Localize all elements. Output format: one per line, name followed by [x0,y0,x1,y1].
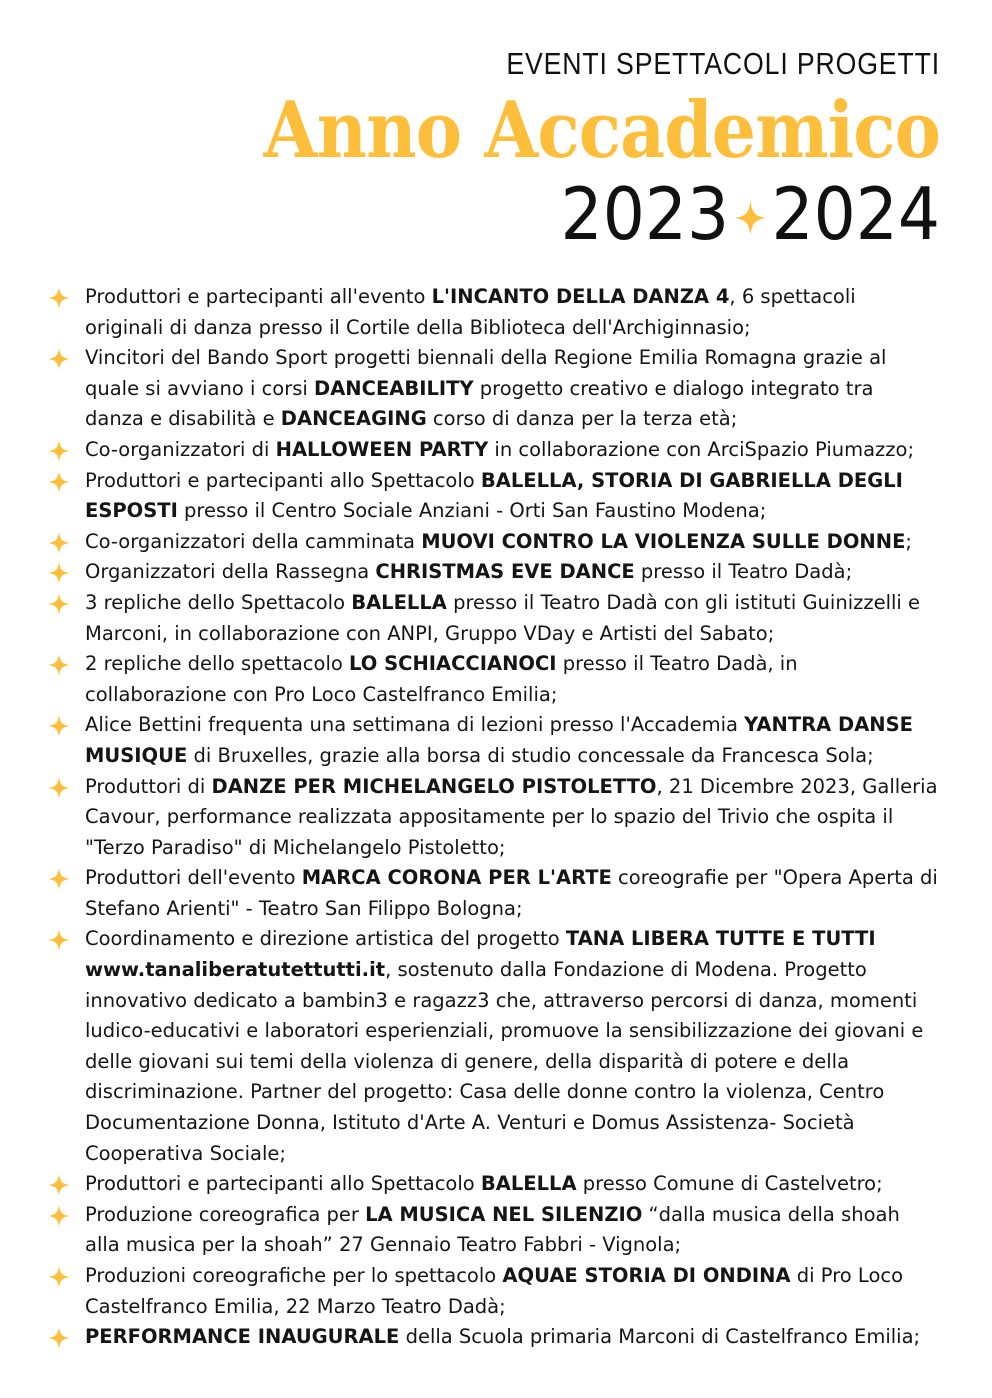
body-text: in collaborazione con ArciSpazio Piumazzo; [488,437,915,461]
list-item [48,1169,938,1200]
list-item [48,557,938,588]
body-text: , 6 spettacoli originali di danza presso il Cortile della Biblioteca dell'Archiginnasio; [85,285,856,339]
four-point-star-icon [48,777,70,799]
four-point-star-icon [48,562,70,584]
four-point-star-icon [48,654,70,676]
highlight-text: DANCEABILITY [314,376,474,400]
four-point-star-icon [735,201,766,235]
list-item-text [85,1203,900,1257]
four-point-star-icon [48,471,70,493]
body-text: , sostenuto dalla Fondazione di Modena. Progetto innovativo dedicato a bambin3 e ragazz3 che, attraverso percorsi di danza, momenti ludico-educativi e laboratori esperienziali, promuove la sensibilizzazione dei giovani e delle giovani sui temi della violenza di genere, della disparità di potere e della discriminazione. Partner del progetto: Casa delle donne contro la violenza, Centro Documentazione Donna, Istituto d'Arte A. Venturi e Domus Assistenza- Società Cooperativa Sociale; [85,958,924,1165]
list-item-text [85,285,856,339]
four-point-star-icon [48,532,70,554]
four-point-star-icon [48,868,70,890]
body-text: presso Comune di Castelvetro; [576,1172,883,1196]
highlight-text: DANCEAGING [280,407,427,431]
year-start: 2023 [560,172,730,256]
list-item-text [85,591,920,645]
list-item [48,435,938,466]
body-text: Produzioni coreografiche per lo spettacolo [85,1264,503,1287]
body-text: corso di danza per la terza età; [426,407,738,431]
page-header [180,44,940,254]
highlight-text: BALELLA, STORIA DI GABRIELLA DEGLI ESPOSTI [85,468,903,523]
list-item [48,710,938,771]
body-text: progetto creativo e dialogo integrato tra danza e disabilità e [85,376,874,431]
list-item-text [85,1325,920,1348]
body-text: Coordinamento e direzione artistica del progetto [85,927,566,951]
body-text: Produttori e partecipanti allo Spettacolo [85,1172,481,1196]
events-list [48,282,938,1353]
highlight-text: BALELLA [351,590,447,614]
highlight-text: MUOVI CONTRO LA VIOLENZA SULLE DONNE [421,529,906,553]
list-item [48,772,938,864]
four-point-star-icon [48,287,70,309]
highlight-text: TANA LIBERA TUTTE E TUTTI www.tanaliberatutettutti.it [85,927,876,982]
body-text: , 21 Dicembre 2023, Galleria Cavour, performance realizzata appositamente per lo spazio del Trivio che ospita il "Terzo Paradiso" di Michelangelo Pistoletto; [85,774,938,859]
list-item [48,924,938,1169]
body-text: presso il Teatro Dadà; [634,560,853,584]
four-point-star-icon [48,715,70,737]
list-item [48,863,938,924]
body-text: Organizzatori della Rassegna [85,560,376,584]
highlight-text: MARCA CORONA PER L'ARTE [301,866,612,890]
list-item-text [85,560,852,583]
body-text: Co-organizzatori di [85,437,276,461]
highlight-text: AQUAE STORIA DI ONDINA [502,1264,791,1287]
body-text: Vincitori del Bando Sport progetti biennali della Regione Emilia Romagna grazie al quale si avviano i corsi [85,346,887,400]
body-text: 3 repliche dello Spettacolo [85,590,352,614]
four-point-star-icon [48,440,70,462]
body-text: Produttori di [85,774,212,798]
list-item-text [85,775,938,859]
year-end: 2024 [771,172,940,256]
highlight-text: LA MUSICA NEL SILENZIO [365,1202,643,1226]
highlight-text: PERFORMANCE INAUGURALE [85,1325,400,1349]
body-text: Produttori e partecipanti allo Spettacolo [85,468,481,492]
four-point-star-icon [48,1266,70,1288]
highlight-text: BALELLA [480,1172,577,1196]
highlight-text: DANZE PER MICHELANGELO PISTOLETTO [211,774,657,798]
list-item-text [85,652,798,706]
body-text: Co-organizzatori della camminata [85,529,422,553]
body-text: presso il Teatro Dadà, in collaborazione con Pro Loco Castelfranco Emilia; [85,652,798,706]
list-item-text [85,1264,903,1318]
body-text: presso il Centro Sociale Anziani - Orti San Faustino Modena; [177,499,767,523]
list-item-text [85,530,912,553]
academic-years [241,174,940,254]
list-item-text [85,438,914,461]
body-text: di Pro Loco Castelfranco Emilia, 22 Marzo Teatro Dadà; [85,1264,904,1318]
list-item [48,282,938,343]
list-item [48,527,938,558]
body-text: della Scuola primaria Marconi di Castelfranco Emilia; [399,1325,921,1349]
body-text: 2 repliche dello spettacolo [85,652,349,676]
body-text: Produttori dell'evento [85,866,302,890]
body-text: presso il Teatro Dadà con gli istituti Guinizzelli e Marconi, in collaborazione con ANPI, Gruppo VDay e Artisti del Sabato; [85,590,921,645]
body-text: ; [905,529,912,553]
list-item [48,343,938,435]
body-text: “dalla musica della shoah alla musica per la shoah” 27 Gennaio Teatro Fabbri - Vignola; [85,1202,900,1257]
list-item-text [85,1172,883,1195]
body-text: Produzione coreografica per [85,1202,366,1226]
highlight-text: L'INCANTO DELLA DANZA 4 [431,285,730,308]
body-text: Produttori e partecipanti all'evento [85,285,432,308]
list-item-text [85,469,903,523]
four-point-star-icon [48,1174,70,1196]
list-item-text [85,866,938,920]
list-item-text [85,713,913,767]
header-kicker: EVENTI SPETTACOLI PROGETTI [506,46,940,81]
list-item [48,649,938,710]
list-item [48,1322,938,1353]
list-item [48,588,938,649]
list-item-text [85,346,886,430]
list-item [48,1261,938,1322]
list-item [48,1200,938,1261]
four-point-star-icon [48,1327,70,1349]
four-point-star-icon [48,348,70,370]
page-title: Anno Accademico [263,85,940,176]
highlight-text: CHRISTMAS EVE DANCE [375,560,635,584]
four-point-star-icon [48,929,70,951]
four-point-star-icon [48,593,70,615]
body-text: di Bruxelles, grazie alla borsa di studio concessale da Francesca Sola; [187,743,874,767]
four-point-star-icon [48,1205,70,1227]
body-text: coreografie per "Opera Aperta di Stefano Arienti" - Teatro San Filippo Bologna; [85,866,938,920]
body-text: Alice Bettini frequenta una settimana di lezioni presso l'Accademia [85,713,745,737]
highlight-text: LO SCHIACCIANOCI [349,652,557,676]
highlight-text: HALLOWEEN PARTY [275,437,489,461]
list-item-text [85,927,923,1164]
list-item [48,466,938,527]
highlight-text: YANTRA DANSE MUSIQUE [85,713,913,767]
